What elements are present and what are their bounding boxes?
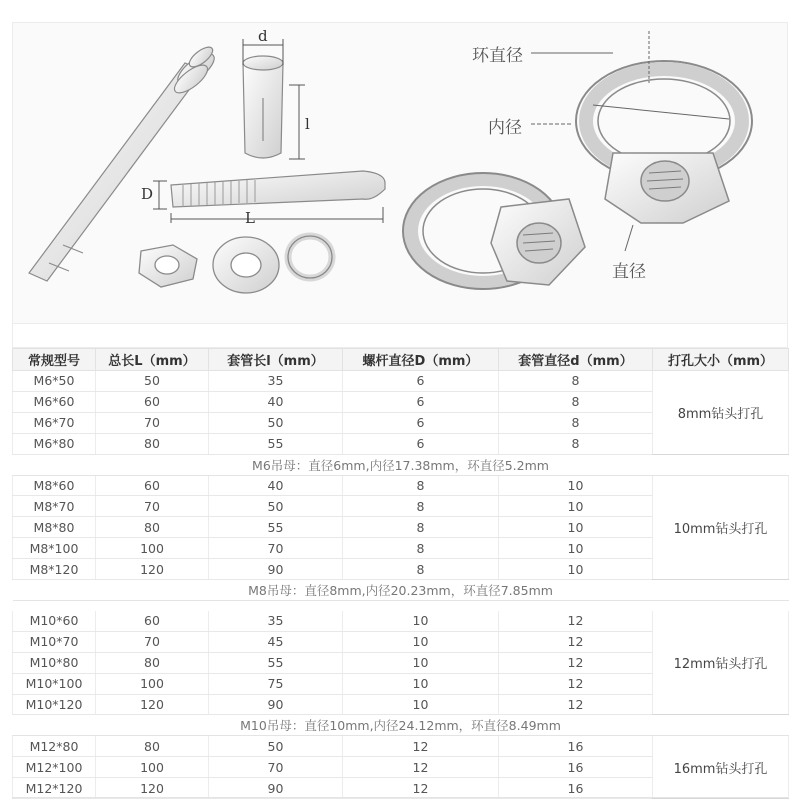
cell-sleeve-diameter: 8 bbox=[499, 433, 653, 454]
cell-sleeve-length: 90 bbox=[209, 778, 343, 799]
cell-sleeve-diameter: 8 bbox=[499, 371, 653, 392]
table-header-row bbox=[13, 349, 789, 371]
callout-diameter: 直径 bbox=[610, 257, 648, 282]
cell-total-length: 50 bbox=[96, 371, 209, 392]
cell-sleeve-diameter: 10 bbox=[499, 475, 653, 496]
cell-total-length: 80 bbox=[96, 517, 209, 538]
cell-sleeve-length: 35 bbox=[209, 611, 343, 632]
sleeve-drawing bbox=[243, 56, 283, 158]
cell-model: M6*50 bbox=[13, 371, 96, 392]
eye-nut-note: M6吊母：直径6mm,内径17.38mm，环直径5.2mm bbox=[13, 454, 789, 475]
header-total-length: 总长L（mm） bbox=[96, 349, 209, 371]
cell-total-length: 100 bbox=[96, 673, 209, 694]
cell-sleeve-diameter: 12 bbox=[499, 694, 653, 715]
cell-drill-size: 10mm钻头打孔 bbox=[653, 475, 789, 579]
cell-total-length: 80 bbox=[96, 433, 209, 454]
cell-sleeve-length: 70 bbox=[209, 538, 343, 559]
cell-sleeve-diameter: 10 bbox=[499, 559, 653, 580]
cell-model: M6*60 bbox=[13, 391, 96, 412]
callout-ring-diameter: 环直径 bbox=[470, 41, 525, 66]
cell-sleeve-length: 40 bbox=[209, 391, 343, 412]
table-row bbox=[13, 611, 789, 632]
cell-bolt-diameter: 8 bbox=[343, 538, 499, 559]
group-spacer bbox=[13, 601, 789, 611]
cell-sleeve-diameter: 16 bbox=[499, 736, 653, 757]
threaded-rod-drawing bbox=[171, 171, 385, 207]
product-drawing bbox=[13, 23, 789, 325]
cell-bolt-diameter: 12 bbox=[343, 736, 499, 757]
cell-bolt-diameter: 8 bbox=[343, 496, 499, 517]
cell-sleeve-diameter: 10 bbox=[499, 538, 653, 559]
cell-drill-size: 16mm钻头打孔 bbox=[653, 736, 789, 799]
spec-table bbox=[12, 348, 789, 799]
dim-label-L: L bbox=[245, 209, 255, 227]
eye-nut-note: M8吊母：直径8mm,内径20.23mm，环直径7.85mm bbox=[13, 580, 789, 601]
cell-bolt-diameter: 8 bbox=[343, 475, 499, 496]
cell-bolt-diameter: 10 bbox=[343, 631, 499, 652]
header-sleeve-length: 套管长l（mm） bbox=[209, 349, 343, 371]
cell-model: M8*60 bbox=[13, 475, 96, 496]
cell-sleeve-length: 55 bbox=[209, 517, 343, 538]
cell-model: M12*100 bbox=[13, 757, 96, 778]
cell-model: M10*70 bbox=[13, 631, 96, 652]
cell-total-length: 60 bbox=[96, 611, 209, 632]
cell-model: M8*80 bbox=[13, 517, 96, 538]
cell-sleeve-length: 55 bbox=[209, 652, 343, 673]
cell-bolt-diameter: 8 bbox=[343, 517, 499, 538]
cell-sleeve-length: 70 bbox=[209, 757, 343, 778]
cell-bolt-diameter: 6 bbox=[343, 371, 499, 392]
header-model: 常规型号 bbox=[13, 349, 96, 371]
dim-label-l: l bbox=[305, 115, 310, 133]
cell-bolt-diameter: 10 bbox=[343, 673, 499, 694]
cell-model: M12*80 bbox=[13, 736, 96, 757]
eye-nut-small-drawing bbox=[403, 173, 585, 289]
cell-sleeve-diameter: 12 bbox=[499, 652, 653, 673]
cell-sleeve-diameter: 12 bbox=[499, 611, 653, 632]
cell-model: M6*80 bbox=[13, 433, 96, 454]
dim-label-d: d bbox=[258, 27, 268, 45]
cell-model: M8*70 bbox=[13, 496, 96, 517]
cell-bolt-diameter: 6 bbox=[343, 433, 499, 454]
cell-total-length: 120 bbox=[96, 559, 209, 580]
cell-sleeve-diameter: 8 bbox=[499, 391, 653, 412]
cell-total-length: 120 bbox=[96, 778, 209, 799]
eye-nut-note: M10吊母：直径10mm,内径24.12mm，环直径8.49mm bbox=[13, 715, 789, 736]
header-bolt-diameter: 螺杆直径D（mm） bbox=[343, 349, 499, 371]
cell-model: M6*70 bbox=[13, 412, 96, 433]
cell-total-length: 70 bbox=[96, 412, 209, 433]
cell-total-length: 70 bbox=[96, 631, 209, 652]
group-spacer-cell bbox=[13, 601, 789, 611]
cell-bolt-diameter: 12 bbox=[343, 778, 499, 799]
cell-model: M8*100 bbox=[13, 538, 96, 559]
cell-drill-size: 8mm钻头打孔 bbox=[653, 371, 789, 455]
cell-bolt-diameter: 10 bbox=[343, 611, 499, 632]
table-row bbox=[13, 371, 789, 392]
cell-bolt-diameter: 6 bbox=[343, 412, 499, 433]
header-sleeve-diameter: 套管直径d（mm） bbox=[499, 349, 653, 371]
cell-model: M10*100 bbox=[13, 673, 96, 694]
header-drill-size: 打孔大小（mm） bbox=[653, 349, 789, 371]
eye-nut-note-row bbox=[13, 715, 789, 736]
expansion-bolt-drawing bbox=[29, 44, 219, 281]
cell-total-length: 60 bbox=[96, 475, 209, 496]
cell-drill-size: 12mm钻头打孔 bbox=[653, 611, 789, 715]
cell-total-length: 80 bbox=[96, 652, 209, 673]
product-diagram bbox=[12, 22, 788, 324]
cell-sleeve-length: 55 bbox=[209, 433, 343, 454]
table-row bbox=[13, 736, 789, 757]
cell-sleeve-diameter: 10 bbox=[499, 496, 653, 517]
cell-total-length: 100 bbox=[96, 538, 209, 559]
cell-sleeve-length: 90 bbox=[209, 559, 343, 580]
callout-inner-diameter: 内径 bbox=[486, 113, 524, 138]
cell-model: M8*120 bbox=[13, 559, 96, 580]
cell-sleeve-length: 90 bbox=[209, 694, 343, 715]
cell-bolt-diameter: 10 bbox=[343, 694, 499, 715]
cell-total-length: 120 bbox=[96, 694, 209, 715]
cell-total-length: 80 bbox=[96, 736, 209, 757]
cell-sleeve-length: 75 bbox=[209, 673, 343, 694]
cell-sleeve-diameter: 12 bbox=[499, 631, 653, 652]
cell-model: M10*60 bbox=[13, 611, 96, 632]
cell-bolt-diameter: 10 bbox=[343, 652, 499, 673]
cell-model: M12*120 bbox=[13, 778, 96, 799]
cell-total-length: 60 bbox=[96, 391, 209, 412]
divider-strip bbox=[12, 324, 788, 348]
table-row bbox=[13, 475, 789, 496]
cell-total-length: 70 bbox=[96, 496, 209, 517]
hardware-parts-drawing bbox=[139, 236, 332, 293]
cell-bolt-diameter: 6 bbox=[343, 391, 499, 412]
cell-sleeve-length: 45 bbox=[209, 631, 343, 652]
cell-sleeve-length: 50 bbox=[209, 496, 343, 517]
cell-bolt-diameter: 12 bbox=[343, 757, 499, 778]
cell-sleeve-length: 40 bbox=[209, 475, 343, 496]
cell-sleeve-length: 50 bbox=[209, 736, 343, 757]
cell-sleeve-diameter: 8 bbox=[499, 412, 653, 433]
cell-sleeve-length: 35 bbox=[209, 371, 343, 392]
cell-model: M10*120 bbox=[13, 694, 96, 715]
cell-sleeve-diameter: 16 bbox=[499, 757, 653, 778]
eye-nut-note-row bbox=[13, 454, 789, 475]
cell-sleeve-diameter: 10 bbox=[499, 517, 653, 538]
eye-nut-large-drawing bbox=[576, 61, 752, 223]
cell-sleeve-diameter: 16 bbox=[499, 778, 653, 799]
cell-sleeve-length: 50 bbox=[209, 412, 343, 433]
cell-sleeve-diameter: 12 bbox=[499, 673, 653, 694]
cell-total-length: 100 bbox=[96, 757, 209, 778]
cell-bolt-diameter: 8 bbox=[343, 559, 499, 580]
cell-model: M10*80 bbox=[13, 652, 96, 673]
eye-nut-note-row bbox=[13, 580, 789, 601]
dim-label-D: D bbox=[141, 185, 154, 203]
